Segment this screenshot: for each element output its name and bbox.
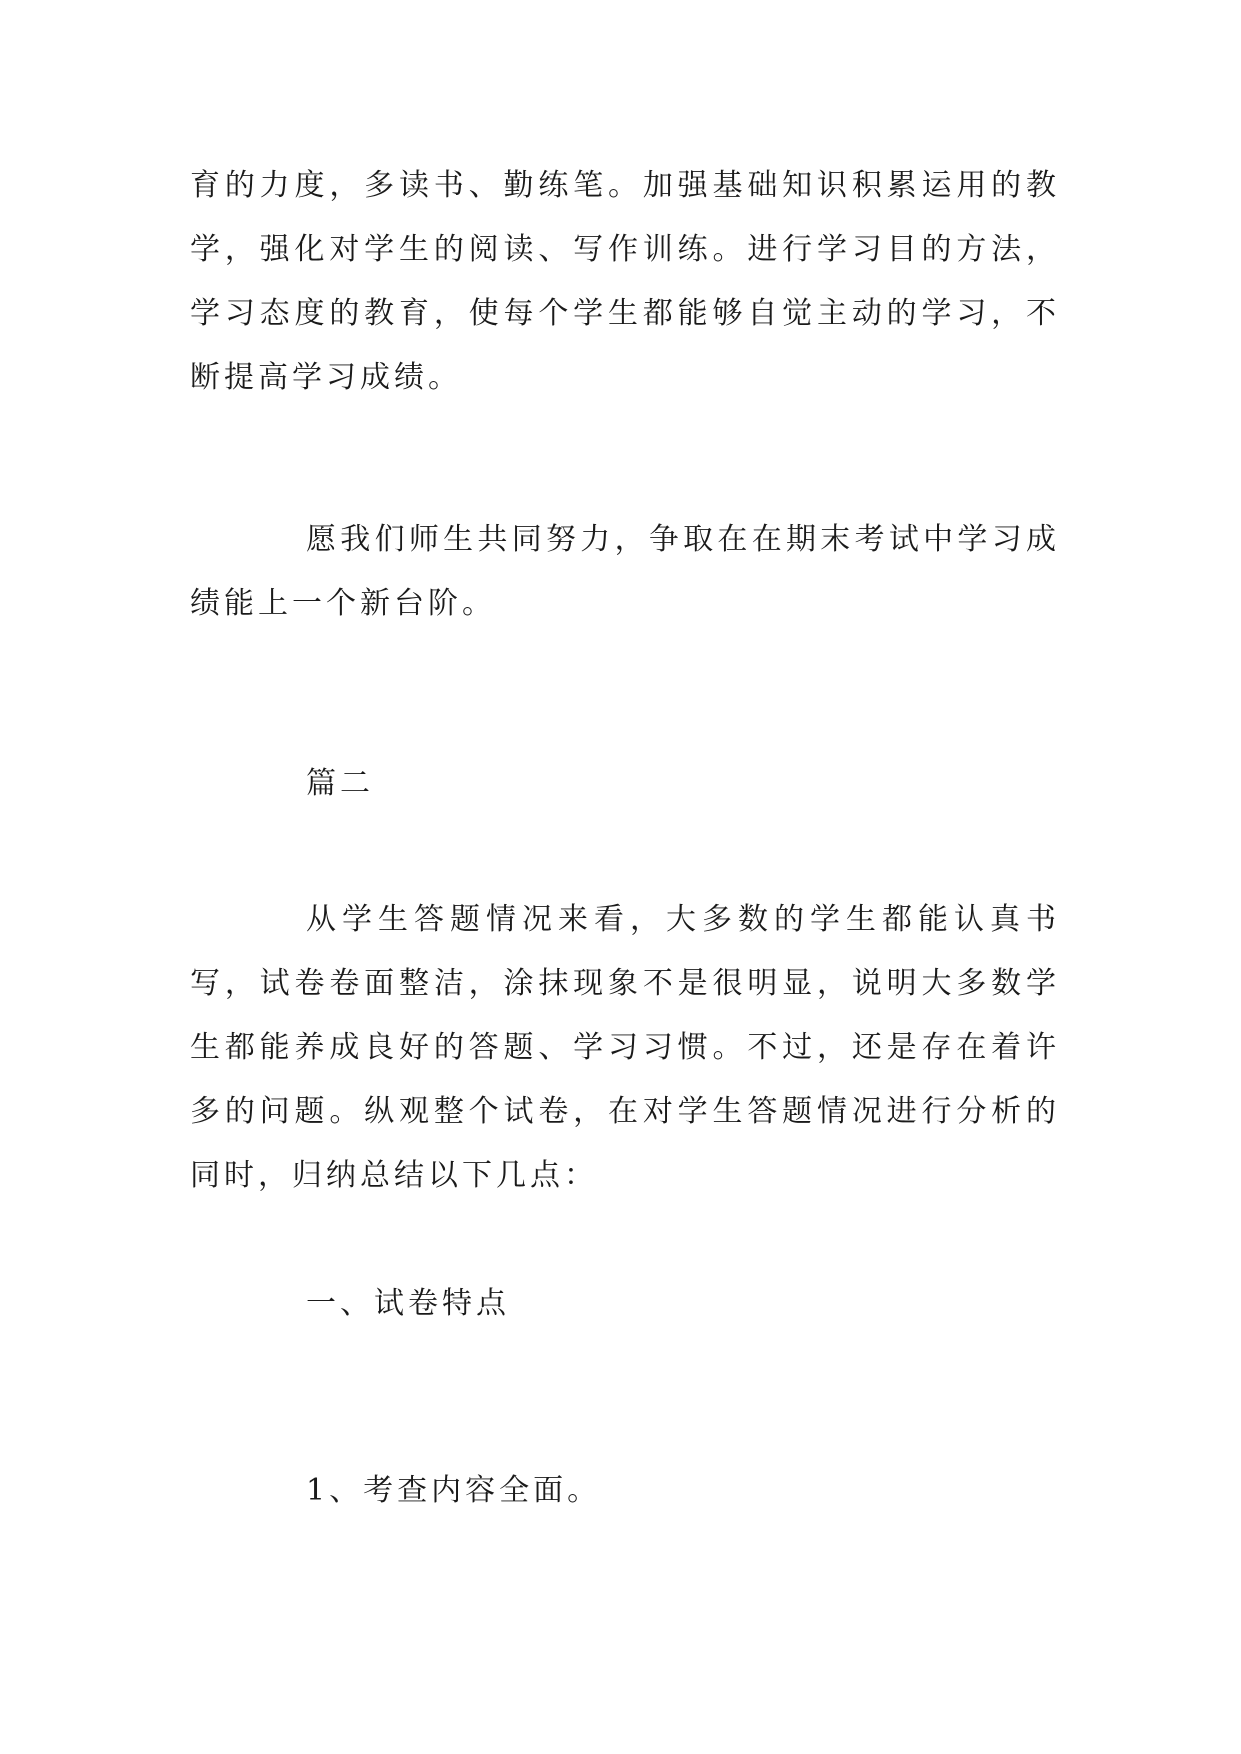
paragraph-continued: 育的力度，多读书、勤练笔。加强基础知识积累运用的教学，强化对学生的阅读、写作训练。进行学习目的方法，学习态度的教育，使每个学生都能够自觉主动的学习，不断提高学习成绩。	[190, 168, 1060, 395]
paragraph-closing-wish: 愿我们师生共同努力，争取在在期末考试中学习成绩能上一个新台阶。	[190, 522, 1060, 621]
paragraph-answer-overview: 从学生答题情况来看，大多数的学生都能认真书写，试卷卷面整洁，涂抹现象不是很明显，说明大多数学生都能养成良好的答题、学习习惯。不过，还是存在着许多的问题。纵观整个试卷，在对学生答题情况进行分析的同时，归纳总结以下几点：	[190, 902, 1060, 1193]
heading-exam-features: 一、试卷特点	[306, 1286, 510, 1321]
list-item-comprehensive-content: 1、考查内容全面。	[306, 1473, 602, 1508]
section-heading-part-two: 篇二	[306, 766, 374, 801]
